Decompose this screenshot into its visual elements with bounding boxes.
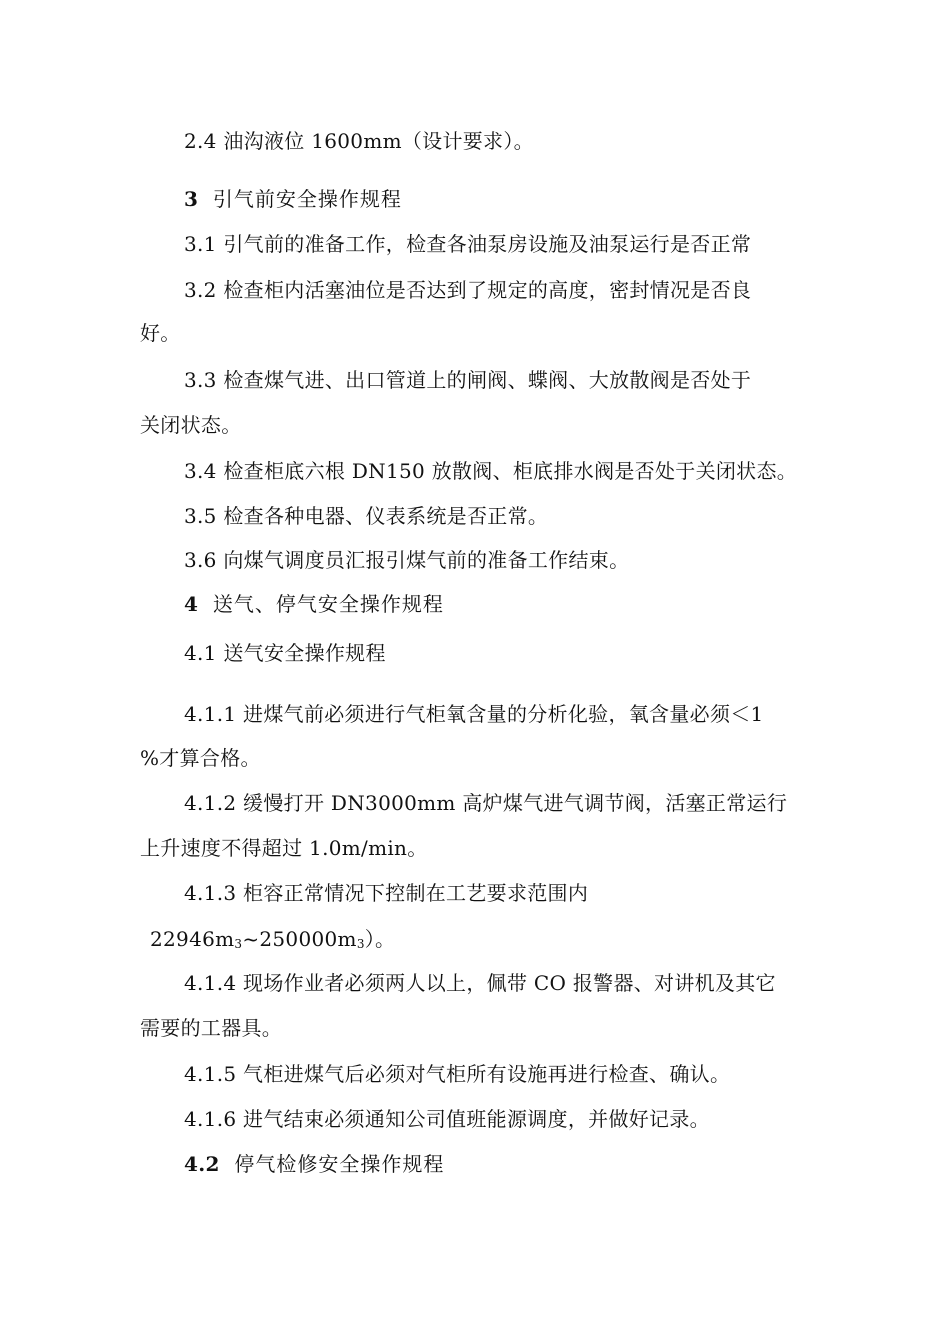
- heading-text: 送气、停气安全操作规程: [212, 592, 444, 616]
- heading-number: 3: [184, 187, 199, 211]
- paragraph-4-1-4-line2: 需要的工器具。: [140, 1016, 283, 1040]
- paragraph-3-6: 3.6 向煤气调度员汇报引煤气前的准备工作结束。: [184, 548, 630, 572]
- paragraph-3-2-line2: 好。: [140, 321, 181, 345]
- paragraph-3-5: 3.5 检查各种电器、仪表系统是否正常。: [184, 504, 549, 528]
- paragraph-4-1-6: 4.1.6 进气结束必须通知公司值班能源调度，并做好记录。: [184, 1107, 710, 1131]
- paragraph-4-1-3-line2: [150, 926, 395, 957]
- paragraph-4-1-1-line1: 4.1.1 进煤气前必须进行气柜氧含量的分析化验，氧含量必须＜1: [184, 702, 764, 726]
- range-lower-value: 22946m: [150, 927, 235, 951]
- heading-section-3: [184, 186, 402, 212]
- unit-superscript: 3: [356, 937, 365, 951]
- paragraph-2-4: 2.4 油沟液位 1600mm（设计要求）。: [184, 129, 534, 153]
- unit-superscript: 3: [234, 937, 243, 951]
- paragraph-4-1-5: 4.1.5 气柜进煤气后必须对气柜所有设施再进行检查、确认。: [184, 1062, 731, 1086]
- heading-section-4: [184, 591, 444, 617]
- paragraph-3-1: 3.1 引气前的准备工作，检查各油泵房设施及油泵运行是否正常: [184, 232, 752, 256]
- paragraph-4-1-2-line2: 上升速度不得超过 1.0m/min。: [140, 836, 428, 860]
- heading-section-4-2: [184, 1151, 444, 1177]
- range-upper-value: ~250000m: [242, 927, 357, 951]
- subheading-4-1: 4.1 送气安全操作规程: [184, 641, 386, 665]
- paragraph-4-1-1-line2: %才算合格。: [140, 746, 261, 770]
- paragraph-3-4: 3.4 检查柜底六根 DN150 放散阀、柜底排水阀是否处于关闭状态。: [184, 459, 798, 483]
- paragraph-4-1-3-line1: 4.1.3 柜容正常情况下控制在工艺要求范围内: [184, 881, 589, 905]
- heading-number: 4: [184, 592, 199, 616]
- paragraph-4-1-4-line1: 4.1.4 现场作业者必须两人以上，佩带 CO 报警器、对讲机及其它: [184, 971, 776, 995]
- heading-text: 停气检修安全操作规程: [234, 1152, 445, 1176]
- closing-punctuation: ）。: [364, 927, 396, 951]
- heading-text: 引气前安全操作规程: [212, 187, 402, 211]
- paragraph-3-3-line1: 3.3 检查煤气进、出口管道上的闸阀、蝶阀、大放散阀是否处于: [184, 368, 752, 392]
- paragraph-3-2-line1: 3.2 检查柜内活塞油位是否达到了规定的高度，密封情况是否良: [184, 278, 752, 302]
- heading-number: 4.2: [184, 1152, 220, 1176]
- paragraph-4-1-2-line1: 4.1.2 缓慢打开 DN3000mm 高炉煤气进气调节阀，活塞正常运行: [184, 791, 788, 815]
- paragraph-3-3-line2: 关闭状态。: [140, 413, 242, 437]
